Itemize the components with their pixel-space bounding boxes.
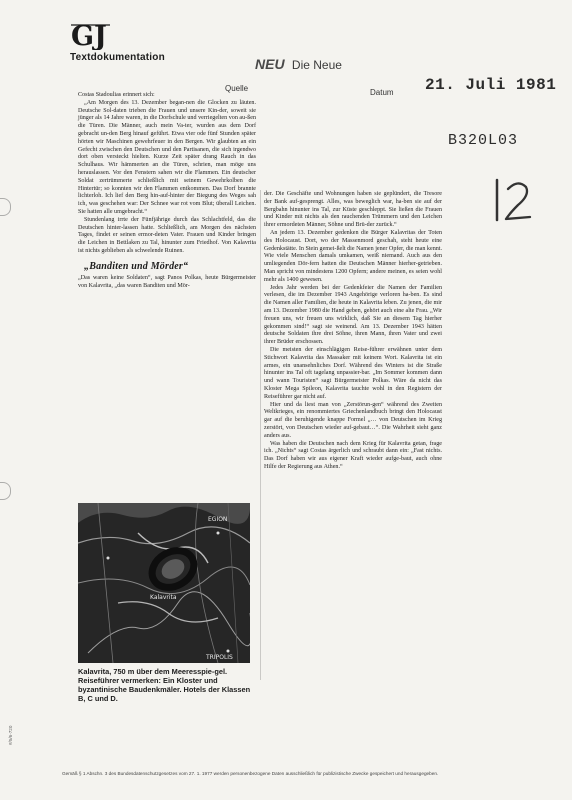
map-label: TRIPOLIS — [206, 654, 233, 661]
article-paragraph: Costas Stadoulias erinnert sich: — [78, 92, 155, 98]
section-title: Textdokumentation — [70, 52, 165, 63]
archive-code: B320L03 — [448, 132, 519, 149]
column-divider — [260, 190, 261, 680]
article-column-left — [78, 92, 256, 290]
article-paragraph: Hier und da liest man von „Zerstörun-gen“ während des Zweiten Weltkrieges, ein renommiertes Griechenlandbuch bringt den Holocaust gar auf die beruhigende knappe Formel „… von Deutschen im Krieg zerstört, von Deutschen wieder auf-gebaut…“. Die Wahrheit sieht ganz anders aus. — [264, 401, 442, 439]
source-label: Quelle — [225, 84, 249, 93]
source-stamp-name: Die Neue — [291, 58, 342, 72]
map-label: Kalavrita — [150, 594, 177, 601]
article-paragraph: „Am Morgen des 13. Dezember began-nen die Glocken zu läuten. Deutsche Sol-daten trieben die Frauen und unsere Kin-der, soweit sie jünger als 14 Jahre waren, in die Dorfschule und verriegelten von au-ßen die Türen. Die Männer, auch mein Va-ter, wurden aus dem Dorf gebracht un-den Berg hinauf geführt. Etwa vier ode fünf Stunden später hörten wir Maschinen gewehrfeuer in den Bergen. Wir glaubten an ein Gefecht zwischen den Deutschen und den Partisanen, die sich irgendwo dort oben versteckt hielten. Kurze Zeit später drang Rauch in das Schulhaus. Wir hämmerten an die Türen, schrien, man möge uns herauslassen. Vor den Fenstern sahen wir die Flammen. Ein deutscher Soldat zertrümmerte schließlich mit seinem Gewehrkolben die Hintertür; so konnten wir den Flammen entkommen. Das Dorf brannte lichterloh. Ich lief den Berg hin-auf-hinter der Biegung des Weges sah ich, was geschehen war: Der Schnee war rot vom Blut; überall Leichen. Sie hatten alle umgebracht.“ — [78, 99, 256, 215]
gj-logo — [70, 20, 112, 50]
footer-note: Gemäß § 1 Abschn. 3 des Bundesdatenschutzgesetzes vom 27. 1. 1977 werden personenbezogene Daten ausschließlich für publizistische Zwecke gespeichert und herausgegeben. — [62, 771, 439, 776]
map-graphic — [78, 503, 250, 663]
article-paragraph: Was haben die Deutschen nach dem Krieg für Kalavrita getan, frage ich. „Nichts“ sagt Costas ärgerlich und schraubt dann ein: „Fast nichts. Das Dorf haben wir aus eigener Kraft wieder aufge-baut, auch ohne Hilfe der Regierung aus Athen.“ — [264, 440, 442, 470]
map-label: EGION — [208, 516, 228, 523]
date-label: Datum — [370, 88, 394, 97]
article-subheading: „Banditen und Mörder“ — [84, 260, 189, 272]
gj-logo-text: GJ — [71, 21, 107, 50]
source-stamp-prefix: NEU — [255, 56, 285, 72]
handwritten-mark — [488, 173, 536, 225]
map-photo — [78, 503, 250, 663]
map-caption: Kalavrita, 750 m über dem Meeresspie-gel. Reiseführer vermerken: Ein Kloster und byzantinische Baudenkmäler. Hotels der Klassen B, C und D. — [78, 667, 251, 703]
article-paragraph: Stundenlang irrte der Fünfjährige durch das Schlachtfeld, das die Deutschen hinter-lassen hatte. Schließlich, am Morgen des nächsten Tages, findet er seinen ermor-deten Vater. Frauen und Kinder bringen die Leichen in Bettlaken zu Tal, hinunter zum Friedhof. Von Kalavrita ist nichts geblieben als schwelende Ruinen. — [78, 216, 256, 254]
article-paragraph: Die meisten der einschlägigen Reise-führer erwähnen unter dem Stichwort Kalavrita das Massaker mit keinem Wort. Kalavrita ist ein armes, ein unansehnliches Dorf. Während des Winters ist die Straße hinunter ins Tal oft tagelang unpassier-bar. „Im Sommer kommen dann und wann Touristen“ sagt Bürgermeister Polkas. Wäre da nicht das Kloster Mega Spileon, Kalavrita tauchte wohl in den Registern der Reiseführer gar nicht auf. — [264, 346, 442, 400]
side-code: #/5/6-720 — [8, 725, 13, 745]
article-paragraph: „Das waren keine Soldaten“, sagt Panos Polkas, heute Bürgermeister von Kalavrita, „das waren Banditen und Mör- — [78, 274, 256, 289]
punch-hole — [0, 198, 11, 216]
source-stamp — [255, 56, 342, 72]
date-stamp: 21. Juli 1981 — [425, 76, 557, 94]
article-paragraph: An jedem 13. Dezember gedenken die Bürger Kalavritas der Toten des Holocaust. Dort, wo der Massenmord geschah, steht heute eine Gedenkstätte. In Stein gemei-ßelt die Namen jener Opfer, die man kennt. Wie viele Menschen damals umkamen, weiß niemand. Auch aus den umliegenden Dör-fern hatten die Deutschen Männer hierher-getrieben. Man spricht von mindestens 1200 Opfern; andere meinen, es seien wohl mehr als 1400 gewesen. — [264, 229, 442, 283]
article-column-right — [264, 191, 442, 472]
gj-logo-mark — [70, 20, 112, 50]
punch-hole — [0, 482, 11, 500]
article-paragraph: Jedes Jahr werden bei der Gedenkfeier die Namen der Familien verlesen, die im Dezember 1943 Angehörige verloren ha-ben. Es sind die Namen aller Familien, die heute in Kalavrita leben. Zu jenen, die mir am 13. Dezember 1980 die Hand geben, gehört auch eine alte Frau. „Wir freuen uns, wir freuen uns wirklich, daß Sie an diesem Tag hierher gekommen sind!“ sagt sie weinend. Am 13. Dezember 1943 hätten deutsche Soldaten ihre drei Söhne, ihren Mann, ihren Vater und zwei ihrer Brüder erschossen. — [264, 284, 442, 346]
article-paragraph: der. Die Geschäfte und Wohnungen haben sie geplündert, die Tresore der Bank auf-gesprengt. Alles, was beweglich war, ha-ben sie auf der Bergbahn hinunter ins Tal, zur Küste geschleppt. Sie ließen die Frauen und Kinder mit nichts als den rauchenden Trümmern und den Leichen ihrer ermordeten Männer, Söhne und Brü-der zurück.“ — [264, 191, 442, 229]
handwritten-mark-drawing — [488, 173, 536, 225]
